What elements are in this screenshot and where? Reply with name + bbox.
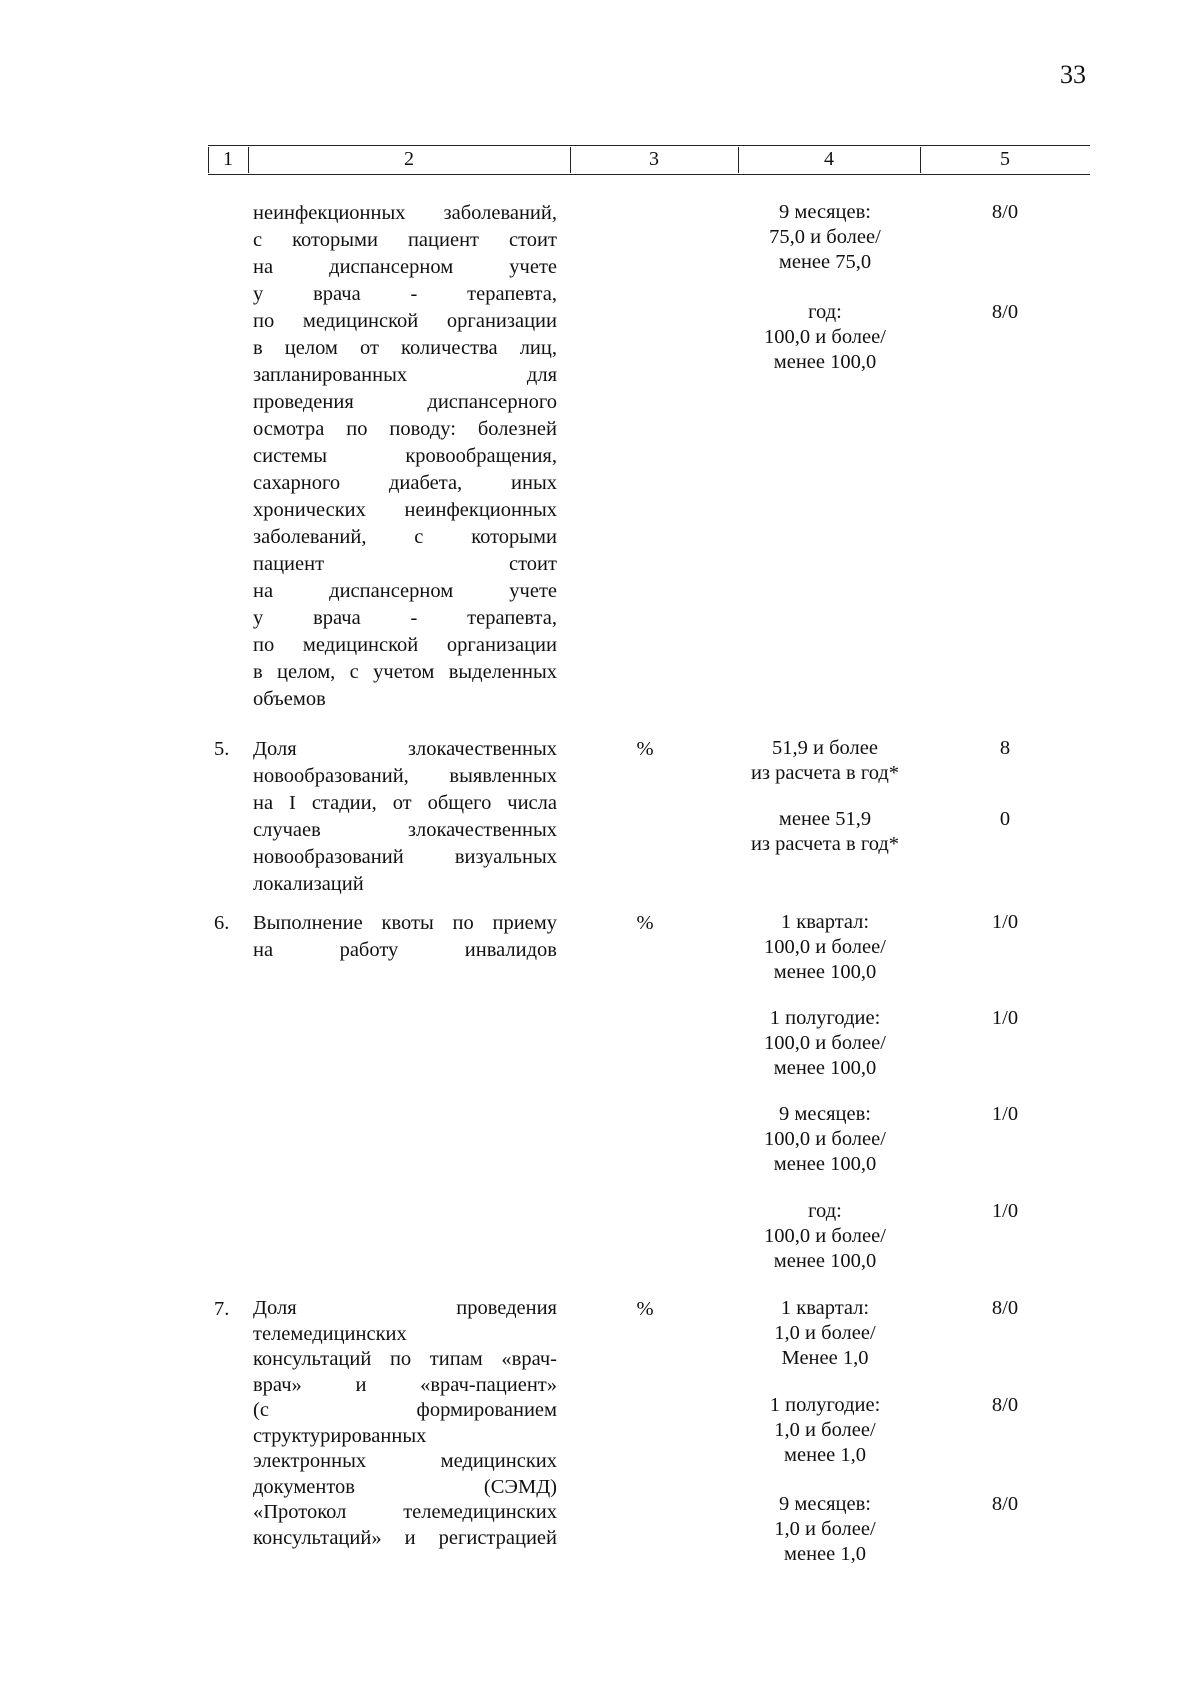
page-number: 33: [1060, 60, 1086, 89]
continuation-indicator-name: неинфекционных заболеваний, с которыми пациент стоит на диспансерном учете у врача - терапевта, по медицинской организации в целом от количества лиц, запланированных для проведения диспансерного осмотра по поводу: болезней системы кровообращения, сахарного диабета, иных хронических неинфекционных заболеваний, с которыми пациент стоит на диспансерном учете у врача - терапевта, по медицинской организации в целом, с учетом выделенных объемов: [253, 202, 557, 710]
criterion-cell: 1 полугодие: 1,0 и более/ менее 1,0: [769, 1394, 881, 1466]
table-header: [208, 145, 1090, 175]
header-col-4: 4: [824, 148, 834, 170]
indicator-name: Доля злокачественных новообразований, выявленных на I стадии, от общего числа случаев злокачественных новообразований визуальных локализаций: [253, 738, 557, 895]
unit-cell: %: [636, 912, 654, 934]
criterion-cell: 9 месяцев: 100,0 и более/ менее 100,0: [764, 1103, 886, 1175]
header-col-3: 3: [649, 148, 659, 170]
criterion-cell: 1 квартал: 1,0 и более/ Менее 1,0: [774, 1297, 876, 1369]
score-cell: 8/0: [991, 1394, 1019, 1416]
unit-cell: %: [636, 738, 654, 760]
score-cell: 1/0: [991, 1103, 1019, 1125]
indicator-name: Доля проведения телемедицинских консультаций по типам «врач- врач» и «врач-пациент» (с формированием структурированных электронных медицинских документов (СЭМД) «Протокол телемедицинских консультаций» и регистрацией: [253, 1297, 557, 1549]
score-cell: 8/0: [991, 201, 1019, 223]
criterion-cell: год: 100,0 и более/ менее 100,0: [764, 301, 886, 373]
score-cell: 8/0: [991, 301, 1019, 323]
criterion-cell: год: 100,0 и более/ менее 100,0: [764, 1200, 886, 1272]
score-cell: 8: [999, 737, 1011, 759]
criterion-cell: 1 полугодие: 100,0 и более/ менее 100,0: [764, 1007, 886, 1079]
score-cell: 1/0: [991, 1200, 1019, 1222]
header-col-5: 5: [1000, 148, 1010, 170]
unit-cell: %: [636, 1298, 654, 1320]
row-number: 5.: [214, 738, 230, 760]
score-cell: 8/0: [991, 1493, 1019, 1515]
row-number: 6.: [214, 912, 230, 934]
indicator-name: Выполнение квоты по приему на работу инвалидов: [253, 912, 557, 961]
criterion-cell: 9 месяцев: 75,0 и более/ менее 75,0: [769, 201, 881, 273]
criterion-cell: 51,9 и более из расчета в год*: [750, 737, 900, 784]
criterion-cell: менее 51,9 из расчета в год*: [750, 808, 900, 855]
score-cell: 1/0: [991, 911, 1019, 933]
score-cell: 0: [999, 808, 1011, 830]
header-col-2: 2: [404, 148, 414, 170]
criterion-cell: 1 квартал: 100,0 и более/ менее 100,0: [764, 911, 886, 983]
score-cell: 8/0: [991, 1297, 1019, 1319]
criterion-cell: 9 месяцев: 1,0 и более/ менее 1,0: [774, 1493, 876, 1565]
row-number: 7.: [214, 1298, 230, 1320]
header-col-1: 1: [223, 148, 233, 170]
score-cell: 1/0: [991, 1007, 1019, 1029]
